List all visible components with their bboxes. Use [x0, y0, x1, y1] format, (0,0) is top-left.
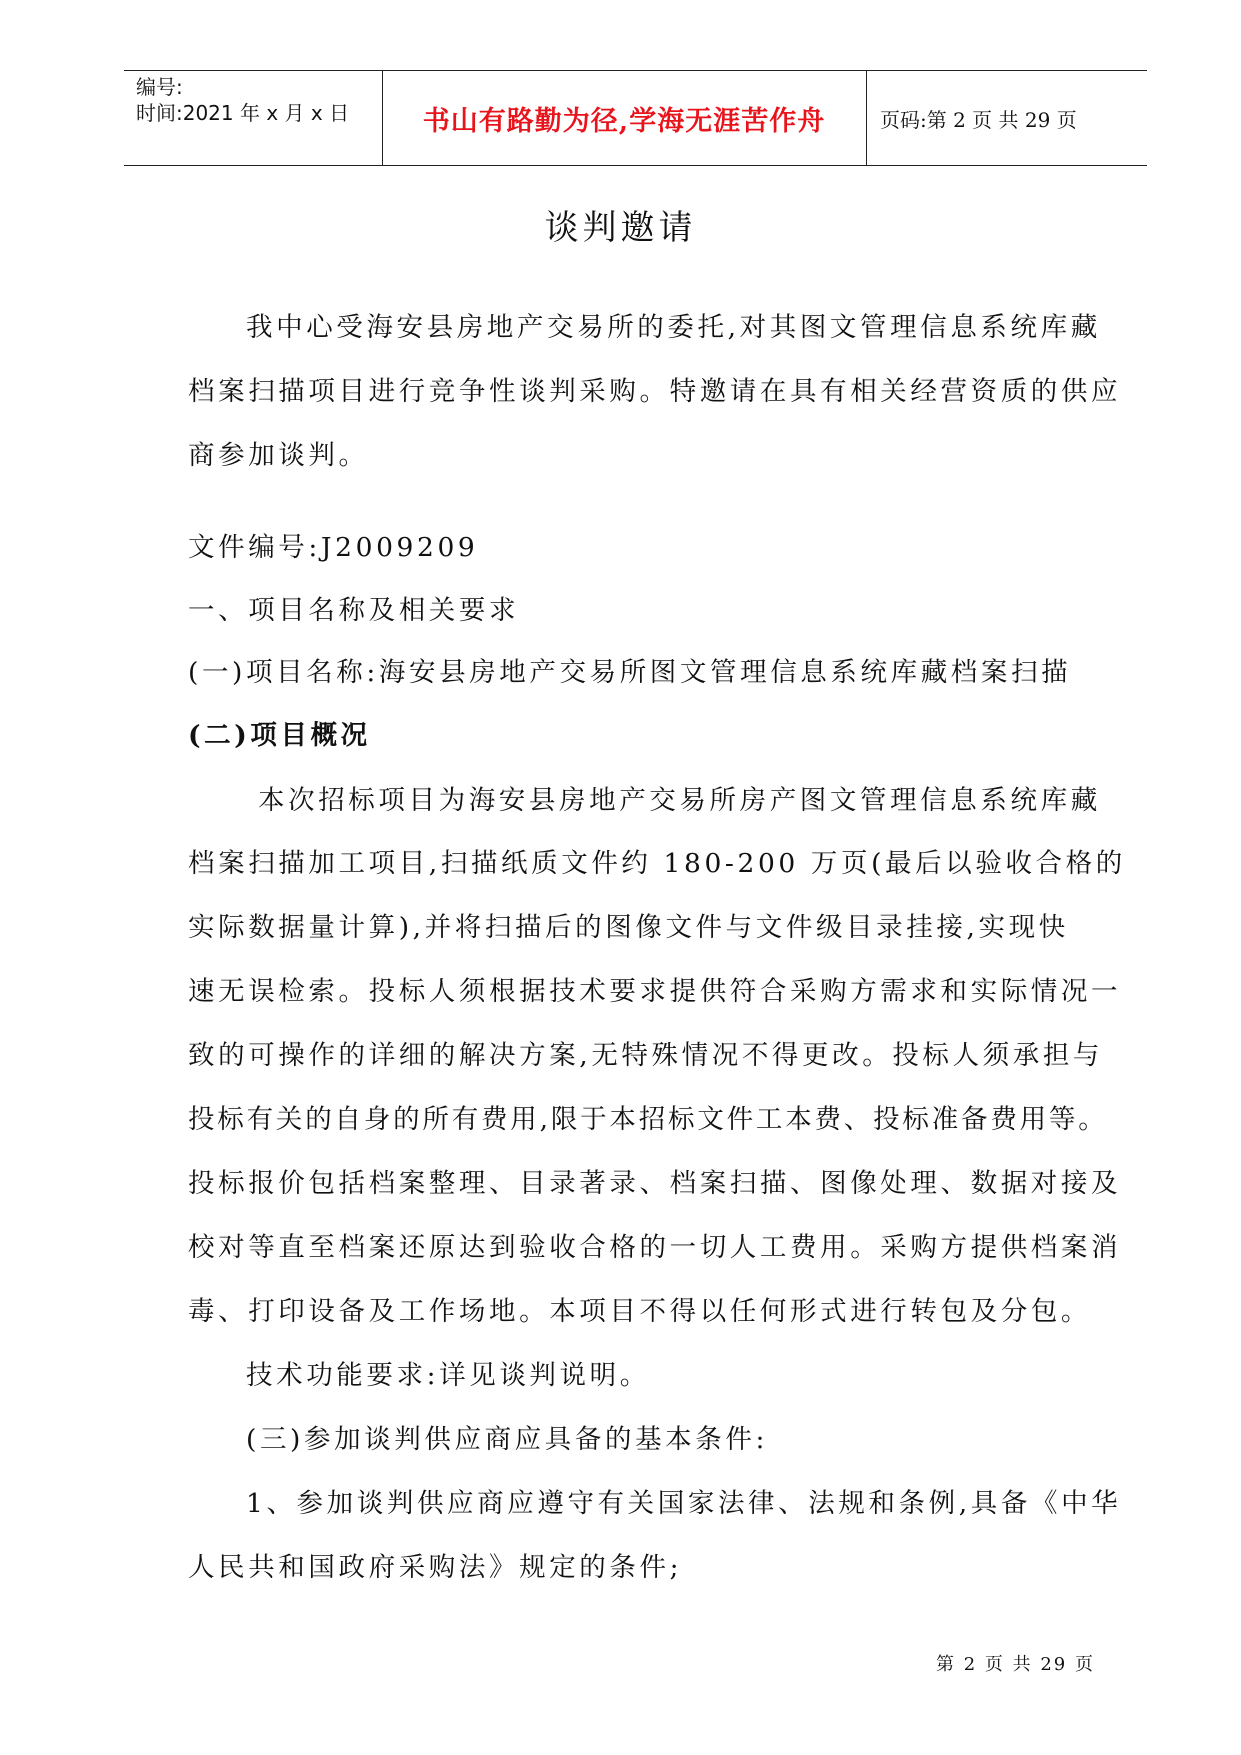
paragraph-line: 毒、打印设备及工作场地。本项目不得以任何形式进行转包及分包。 [188, 1296, 1091, 1327]
paragraph-line: 人民共和国政府采购法》规定的条件; [188, 1552, 683, 1583]
paragraph-line: 投标报价包括档案整理、目录著录、档案扫描、图像处理、数据对接及 [188, 1168, 1122, 1199]
paragraph-line: 校对等直至档案还原达到验收合格的一切人工费用。采购方提供档案消 [188, 1232, 1122, 1263]
document-title: 谈判邀请 [544, 208, 697, 248]
paragraph-line: 我中心受海安县房地产交易所的委托,对其图文管理信息系统库藏 [246, 312, 1101, 343]
paragraph-line: 档案扫描项目进行竞争性谈判采购。特邀请在具有相关经营资质的供应 [188, 376, 1122, 407]
project-name: (一)项目名称:海安县房地产交易所图文管理信息系统库藏档案扫描 [188, 657, 1072, 688]
subsection-heading: (三)参加谈判供应商应具备的基本条件: [246, 1424, 769, 1455]
paragraph-line: 实际数据量计算),并将扫描后的图像文件与文件级目录挂接,实现快 [188, 912, 1069, 943]
number-label: 编号: [136, 75, 183, 99]
paragraph-line: 致的可操作的详细的解决方案,无特殊情况不得更改。投标人须承担与 [188, 1040, 1104, 1071]
header-motto: 书山有路勤为径,学海无涯苦作舟 [382, 71, 867, 165]
section-heading: 一、项目名称及相关要求 [188, 595, 520, 626]
paragraph-line: 1、参加谈判供应商应遵守有关国家法律、法规和条例,具备《中华 [246, 1488, 1122, 1519]
paragraph-line: 投标有关的自身的所有费用,限于本招标文件工本费、投标准备费用等。 [188, 1104, 1108, 1135]
paragraph-line: 商参加谈判。 [188, 440, 369, 471]
paragraph-line: 速无误检索。投标人须根据技术要求提供符合采购方需求和实际情况一 [188, 976, 1122, 1007]
page-footer: 第 2 页 共 29 页 [936, 1654, 1095, 1675]
time-label: 时间:2021 年 x 月 x 日 [136, 101, 350, 125]
paragraph-line: 本次招标项目为海安县房地产交易所房产图文管理信息系统库藏 [258, 785, 1101, 816]
header-meta [124, 71, 383, 165]
paragraph-line: 技术功能要求:详见谈判说明。 [246, 1360, 650, 1391]
paragraph-line: 档案扫描加工项目,扫描纸质文件约 180-200 万页(最后以验收合格的 [188, 848, 1126, 879]
file-number: 文件编号:J2009209 [188, 532, 479, 563]
subsection-heading: (二)项目概况 [188, 720, 371, 751]
page-header [124, 70, 1147, 166]
header-page-info: 页码:第 2 页 共 29 页 [880, 107, 1077, 132]
